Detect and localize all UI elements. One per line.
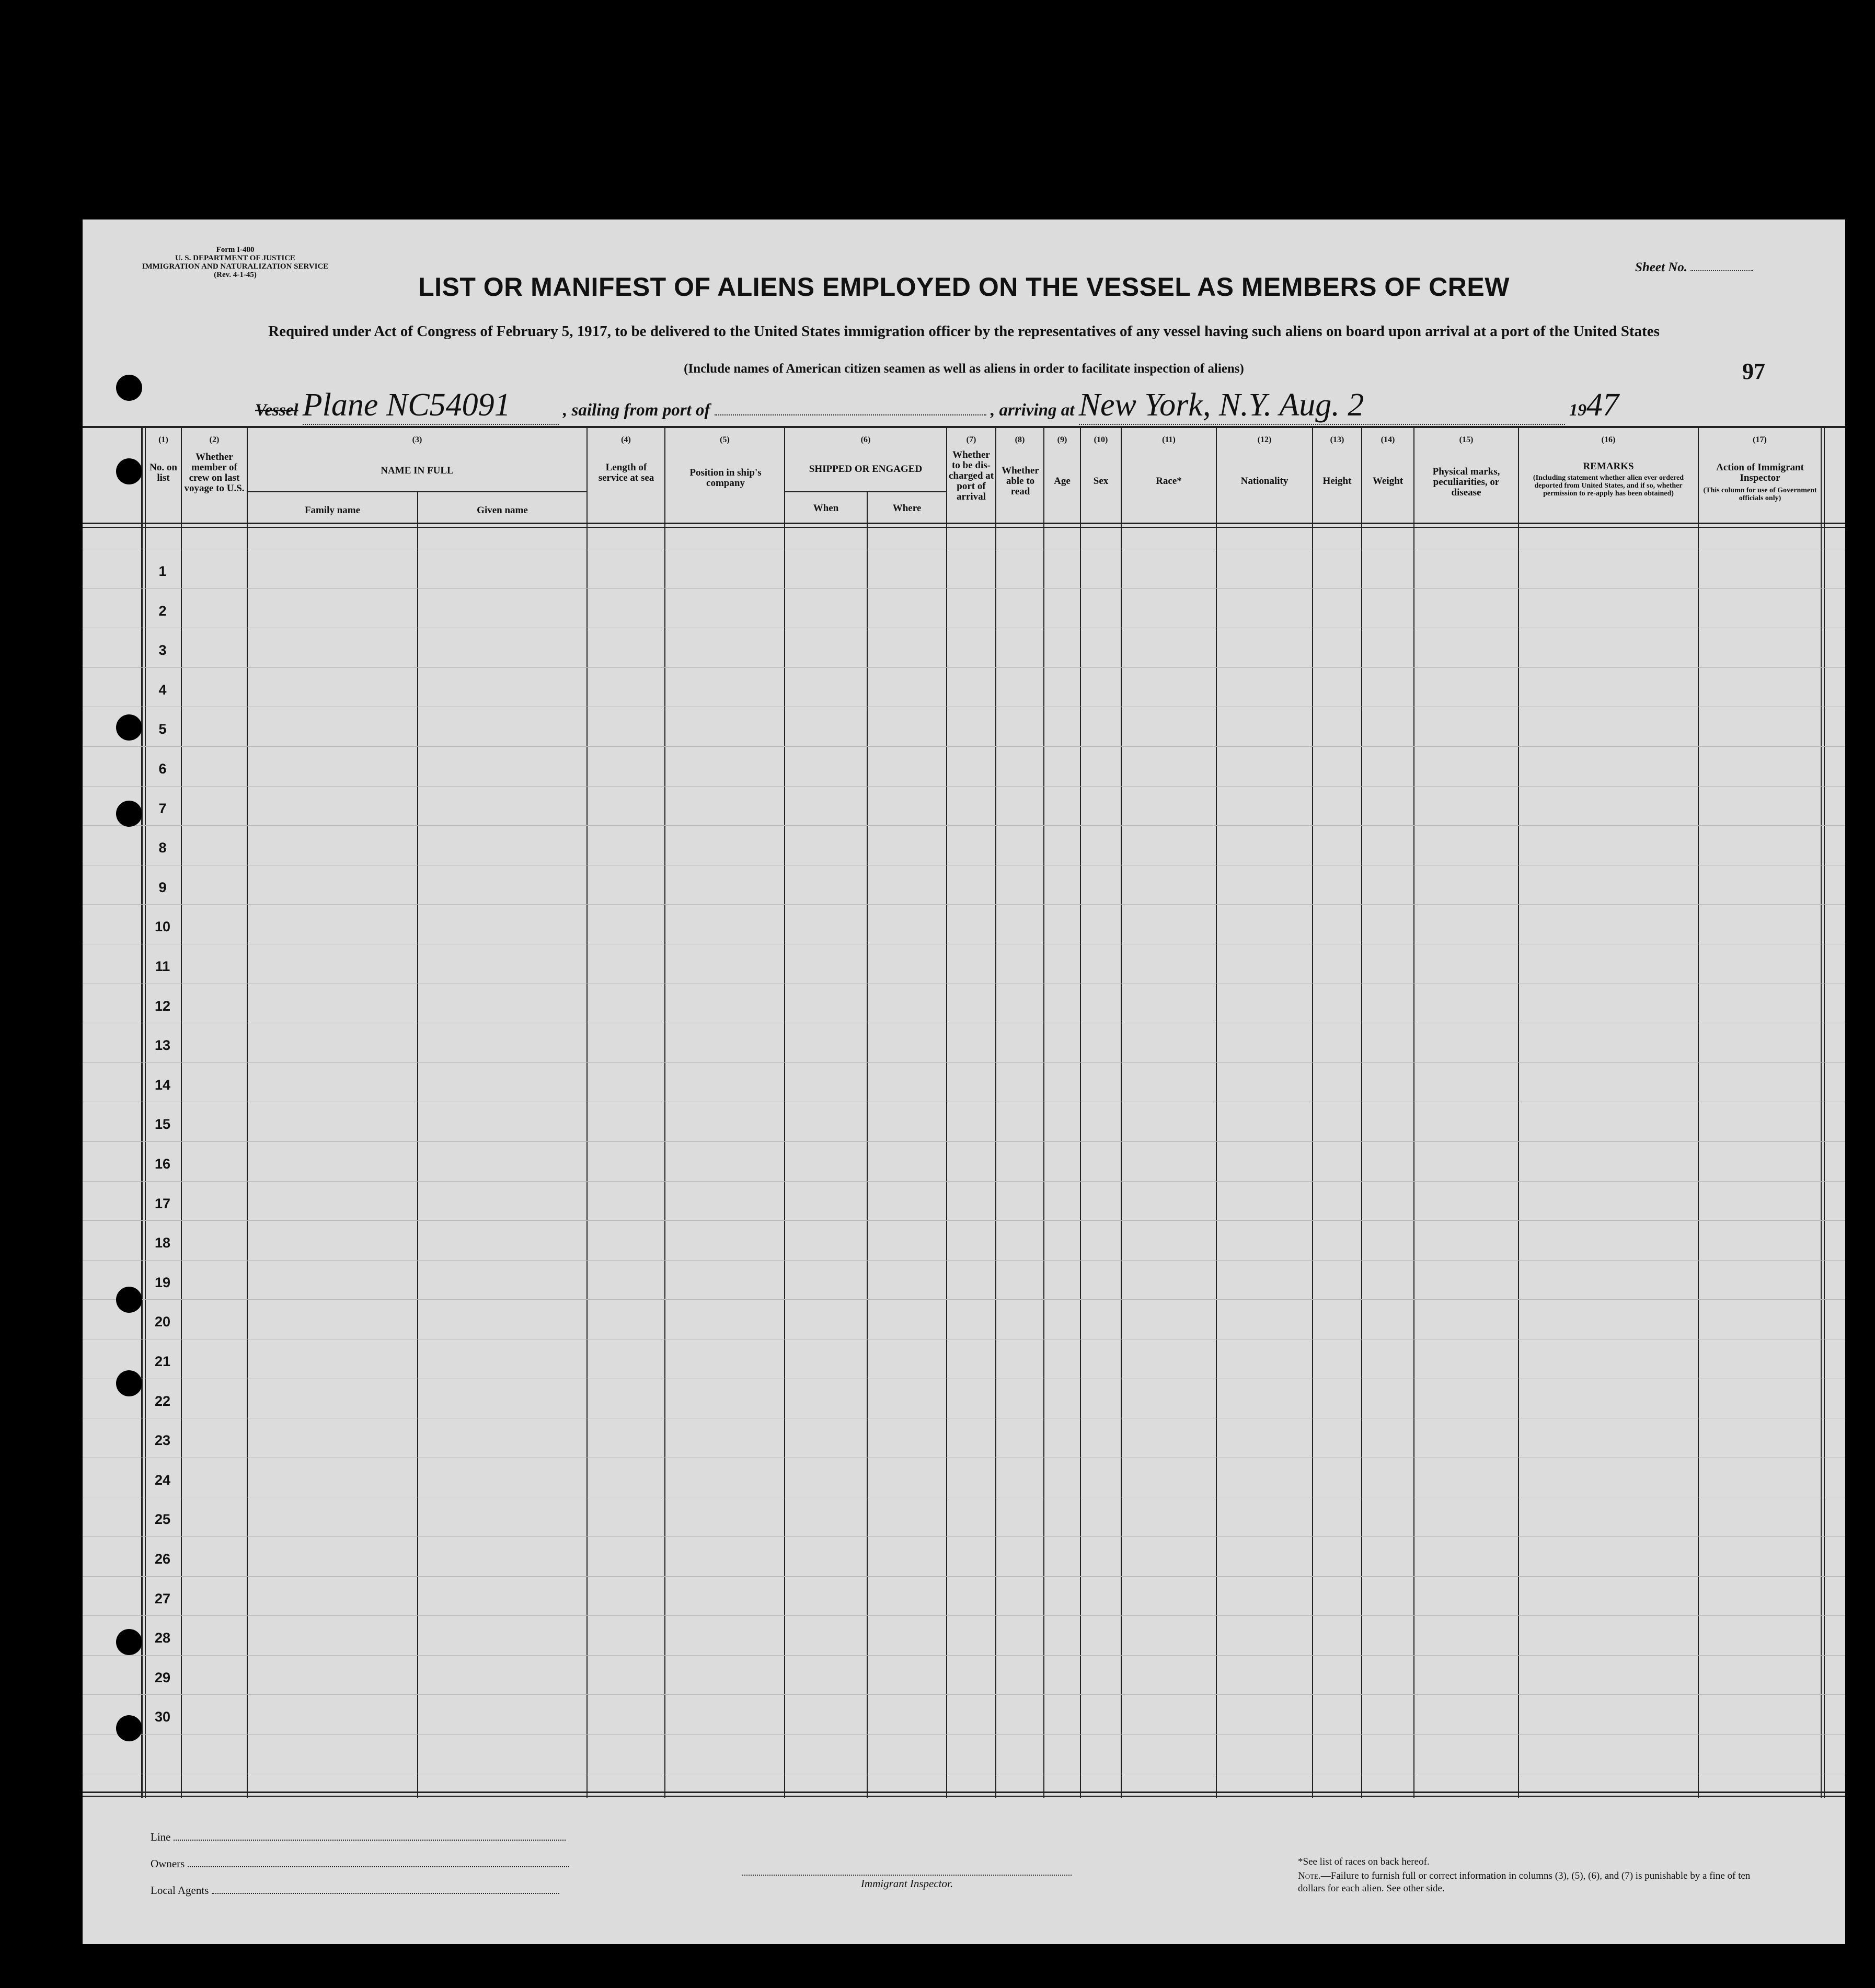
col-age: Age [1054,476,1071,487]
col-9-number: (9) [1057,435,1067,444]
col-2-number: (2) [209,435,220,444]
punch-hole [116,1287,142,1313]
row-number: 1 [158,563,167,579]
vessel-line [255,387,1619,425]
row-number: 18 [154,1235,171,1251]
row-rule [83,1181,1845,1182]
col-11-number: (11) [1162,435,1176,444]
row-number: 4 [158,682,167,698]
row-rule [83,1576,1845,1577]
line-field [151,1831,566,1844]
row-number: 28 [154,1630,171,1646]
row-rule [83,1734,1845,1735]
include-note: (Include names of American citizen seamen as well as aliens in order to facilitate inspection of aliens) [684,362,1244,376]
col-sex: Sex [1093,476,1109,487]
col-12-number: (12) [1257,435,1272,444]
row-number: 24 [154,1472,171,1488]
vessel-label: Vessel [255,401,298,420]
punch-hole [116,1715,142,1741]
row-number: 14 [154,1077,171,1093]
row-number: 2 [158,603,167,619]
row-number: 5 [158,721,167,737]
line-label: Line [151,1831,171,1843]
col-to-be-discharged: Whether to be dis- charged at port of arrival [948,449,994,502]
col-number-on-list: No. on list [149,462,177,483]
col-6-number: (6) [860,435,871,444]
arriving-handwritten: New York, N.Y. Aug. 2 [1078,387,1364,423]
local-agents-field [151,1884,559,1897]
note-text: —Failure to furnish full or correct information in columns (3), (5), (6), and (7) is punishable by a fine of ten dollars for each alien. See other side. [1298,1870,1751,1894]
row-rule [83,1299,1845,1300]
col-14-number: (14) [1381,435,1395,444]
row-number: 9 [158,880,167,895]
row-number: 13 [154,1037,171,1053]
punch-hole [116,714,142,741]
form-number: Form I-480 [216,246,255,254]
row-rule [83,1694,1845,1695]
row-rule [83,588,1845,589]
department-name: U. S. DEPARTMENT OF JUSTICE [175,254,296,262]
col-length-of-service: Length of service at sea [598,462,654,483]
revision-date: (Rev. 4-1-45) [214,271,257,279]
punch-hole [116,1629,142,1655]
note-label: Note. [1298,1870,1321,1881]
col-5-number: (5) [720,435,730,444]
row-number: 27 [154,1591,171,1606]
row-number: 29 [154,1670,171,1685]
punch-hole [116,375,142,401]
col-3-number: (3) [412,435,422,444]
col-1-number: (1) [158,435,168,444]
page-title: LIST OR MANIFEST OF ALIENS EMPLOYED ON THE VESSEL AS MEMBERS OF CREW [418,272,1510,302]
col-position: Position in ship's company [689,467,762,489]
service-name: IMMIGRATION AND NATURALIZATION SERVICE [142,262,329,271]
row-rule [83,1260,1845,1261]
row-number: 15 [154,1116,171,1132]
punch-hole [116,458,142,484]
sailing-label: , sailing from port of [563,401,710,420]
col-10-number: (10) [1094,435,1108,444]
local-agents-label: Local Agents [151,1884,209,1897]
col-remarks: REMARKS [1583,461,1634,472]
punch-hole [116,1370,142,1396]
col-crew-last-voyage: Whether member of crew on last voyage to U.S. [184,452,245,494]
row-rule [83,746,1845,747]
row-number: 21 [154,1354,171,1369]
col-remarks-detail: (Including statement whether alien ever ordered deported from United States, and if so, whether permission to re-apply has been obtained) [1533,474,1684,498]
col-15-number: (15) [1459,435,1474,444]
row-rule [83,786,1845,787]
page-number: 97 [1742,359,1765,384]
col-family-name: Family name [304,505,361,516]
col-16-number: (16) [1601,435,1616,444]
col-7-number: (7) [966,435,976,444]
row-number: 6 [158,761,167,777]
row-rule [83,1536,1845,1537]
row-rule [83,1615,1845,1616]
row-number: 16 [154,1156,171,1172]
race-note: *See list of races on back hereof. [1298,1856,1430,1867]
row-number: 11 [155,958,170,974]
arriving-label: , arriving at [990,401,1075,420]
row-rule [83,904,1845,905]
row-number: 3 [158,642,167,658]
col-shipped-where: Where [892,503,922,514]
crew-manifest-table [83,426,1845,1798]
col-given-name: Given name [477,505,528,516]
col-nationality: Nationality [1240,476,1289,487]
row-number: 25 [154,1511,171,1527]
row-number: 22 [154,1393,171,1409]
col-8-number: (8) [1015,435,1025,444]
row-rule [83,1220,1845,1221]
col-13-number: (13) [1330,435,1344,444]
row-rule [83,1655,1845,1656]
row-number: 30 [154,1709,171,1725]
requirement-text: Required under Act of Congress of February 5, 1917, to be delivered to the United States immigration officer by the representatives of any vessel having such aliens on board upon arrival at a port of the United States [268,323,1660,340]
year-handwritten: 47 [1586,387,1619,423]
row-number: 19 [154,1275,171,1290]
col-shipped-when: When [813,503,839,514]
row-number: 7 [158,801,167,816]
row-number: 23 [154,1432,171,1448]
manifest-sheet [83,219,1845,1944]
penalty-note [1298,1870,1768,1895]
year-prefix: 19 [1569,401,1586,420]
row-rule [83,1062,1845,1063]
row-number: 8 [158,840,167,856]
col-17-number: (17) [1753,435,1767,444]
inspector-signature-line [742,1875,1072,1876]
row-number: 12 [154,998,171,1014]
row-number: 10 [154,919,171,934]
owners-field [151,1857,569,1870]
col-race: Race* [1156,476,1182,487]
col-height: Height [1322,476,1352,487]
owners-label: Owners [151,1857,185,1870]
inspector-label: Immigrant Inspector. [860,1877,953,1890]
row-rule [83,1141,1845,1142]
punch-hole [116,801,142,827]
row-number: 26 [154,1551,171,1567]
row-number: 17 [154,1196,171,1211]
col-able-to-read: Whether able to read [1002,465,1039,497]
row-rule [83,667,1845,668]
sheet-number-label: Sheet No. [1635,260,1687,274]
col-weight: Weight [1372,476,1404,487]
col-name-in-full: NAME IN FULL [381,465,454,476]
col-inspector-detail: (This column for use of Government officials only) [1703,487,1817,502]
col-4-number: (4) [621,435,631,444]
vessel-name-handwritten: Plane NC54091 [302,387,511,423]
row-rule [83,825,1845,826]
col-shipped-or-engaged: SHIPPED OR ENGAGED [809,464,923,475]
row-number: 20 [154,1314,171,1330]
col-physical-marks: Physical marks, peculiarities, or disease [1432,466,1500,498]
col-inspector-action: Action of Immigrant Inspector [1716,462,1804,483]
